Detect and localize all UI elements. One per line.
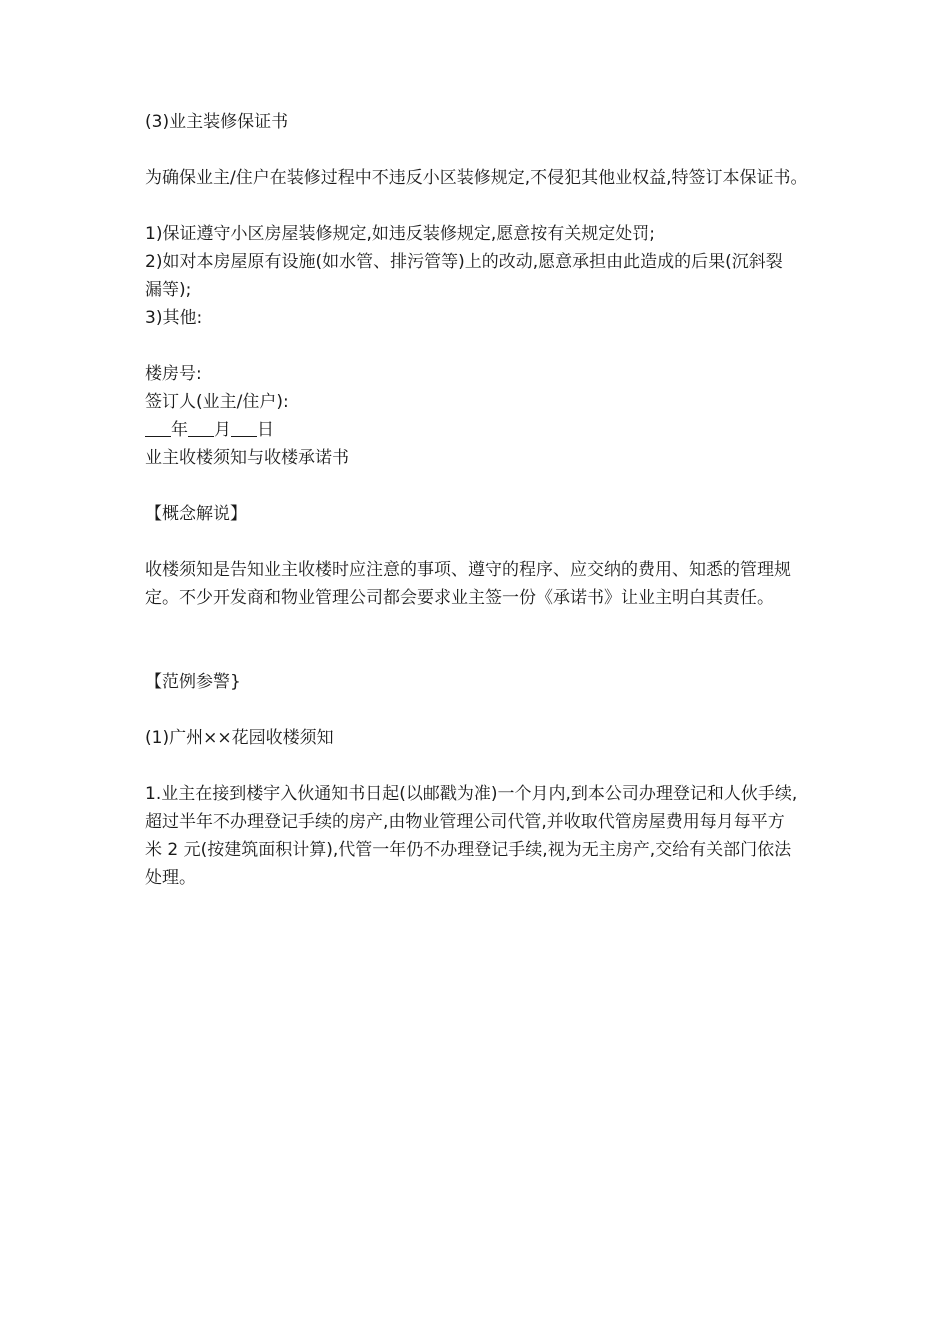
spacer [145,192,905,220]
spacer [145,640,905,668]
document-page [145,108,905,892]
spacer [145,136,905,164]
spacer [145,612,905,640]
concept-line-1: 收楼须知是告知业主收楼时应注意的事项、遵守的程序、应交纳的费用、知悉的管理规 [145,560,791,580]
guarantee-item-2: 2)如对本房屋原有设施(如水管、排污管等)上的改动,愿意承担由此造成的后果(沉斜裂 [145,252,783,272]
date-line [145,416,905,444]
year-label: 年 [171,420,188,440]
rule-line-1: 1.业主在接到楼宇入伙通知书日起(以邮戳为准)一个月内,到本公司办理登记和人伙手续, [145,784,798,804]
notice-title: 业主收楼须知与收楼承诺书 [145,448,349,468]
year-blank [145,418,171,437]
month-label: 月 [214,420,231,440]
spacer [145,752,905,780]
day-blank [231,418,257,437]
example-heading: 【范例参警} [145,672,241,692]
room-number-label: 楼房号: [145,364,202,384]
guarantee-item-3: 3)其他: [145,308,203,328]
concept-heading: 【概念解说】 [145,504,247,524]
spacer [145,528,905,556]
spacer [145,696,905,724]
example-title: (1)广州××花园收楼须知 [145,728,334,748]
rule-line-2: 超过半年不办理登记手续的房产,由物业管理公司代管,并收取代管房屋费用每月每平方 [145,812,785,832]
guarantee-intro: 为确保业主/住户在装修过程中不违反小区装修规定,不侵犯其他业权益,特签订本保证书。 [145,168,808,188]
day-label: 日 [257,420,274,440]
spacer [145,332,905,360]
spacer [145,472,905,500]
rule-line-3: 米 2 元(按建筑面积计算),代管一年仍不办理登记手续,视为无主房产,交给有关部门依法 [145,840,792,860]
guarantee-heading: (3)业主装修保证书 [145,112,289,132]
signer-label: 签订人(业主/住户): [145,392,289,412]
guarantee-item-2-cont: 漏等); [145,280,192,300]
guarantee-item-1: 1)保证遵守小区房屋装修规定,如违反装修规定,愿意按有关规定处罚; [145,224,655,244]
month-blank [188,418,214,437]
rule-line-4: 处理。 [145,868,196,888]
concept-line-2: 定。不少开发商和物业管理公司都会要求业主签一份《承诺书》让业主明白其责任。 [145,588,774,608]
